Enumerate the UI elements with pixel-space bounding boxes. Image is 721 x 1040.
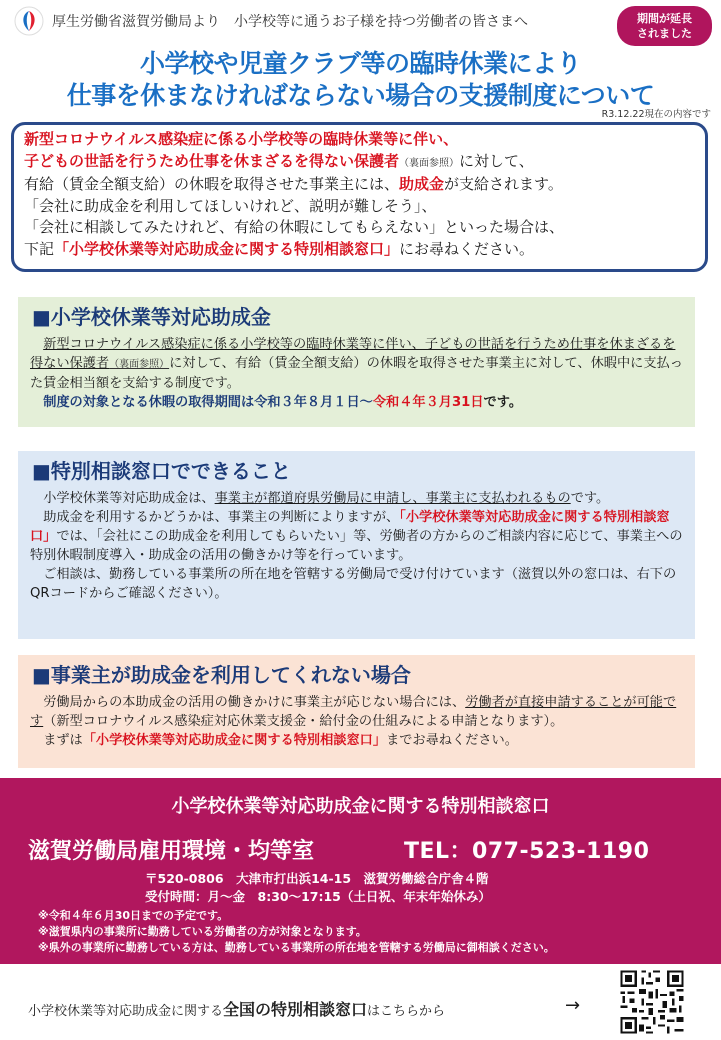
intro-box — [11, 122, 708, 272]
s2-para3 — [30, 565, 683, 603]
s2-p3: ご相談は、勤務している事業所の所在地を管轄する労働局で受け付けています（滋賀以外の窓口は、右下のQRコードからご確認ください）。 — [30, 567, 677, 601]
intro-line6-start: 下記 — [24, 239, 55, 258]
contact-panel — [0, 778, 721, 964]
extension-badge — [617, 6, 712, 46]
intro-line1: 新型コロナウイルス感染症に係る小学校等の臨時休業等に伴い、 — [24, 130, 459, 148]
contact-heading: 小学校休業等対応助成金に関する特別相談窓口 — [171, 796, 550, 817]
as-of-date: R3.12.22現在の内容です — [601, 109, 711, 120]
footer-text-c: はこちらから — [367, 1004, 446, 1019]
page-title-line2: 仕事を休まなければならない場合の支援制度について — [66, 81, 655, 110]
s3-p2-a: まずは — [43, 733, 83, 748]
section-employer-refuses-heading: ■事業主が助成金を利用してくれない場合 — [32, 663, 411, 687]
qr-code-icon[interactable] — [618, 968, 686, 1036]
mhlw-logo-icon — [14, 6, 44, 36]
s3-para2 — [30, 731, 683, 750]
contact-note-1: ※令和４年６月30日までの予定です。 — [38, 909, 229, 922]
section-consultation — [18, 451, 695, 639]
intro-line5: 「会社に相談してみたけれど、有給の休暇にしてもらえない」といった場合は、 — [24, 218, 565, 236]
s2-p2-window-name: 「小学校休業等対応助成金に関する特別相談窓口」 — [30, 510, 670, 544]
contact-phone[interactable]: TEL：077-523-1190 — [404, 839, 650, 864]
intro-subsidy-word: 助成金 — [399, 175, 445, 193]
s1-text-c: に対して、 — [169, 356, 235, 371]
s3-para1 — [30, 693, 683, 731]
s3-p1-b: 労働者が直接申請することが可能です — [30, 695, 677, 729]
footer-text-a: 小学校休業等対応助成金に関する — [28, 1004, 224, 1019]
intro-line3-start: 有給（賃金全額支給）の休暇を取得させた事業主には、 — [24, 175, 400, 193]
footer-national-window-label: 全国の特別相談窓口 — [223, 1000, 368, 1019]
intro-line2-target: 子どもの世話を行うため仕事を休まざるを得ない保護者 — [24, 151, 400, 170]
s1-reverse-ref: （裏面参照） — [109, 359, 170, 370]
intro-line6-end: にお尋ねください。 — [399, 239, 535, 258]
contact-office: 滋賀労働局雇用環境・均等室 — [28, 839, 315, 864]
intro-line2-end: に対して、 — [459, 151, 534, 170]
section-consultation-heading: ■特別相談窓口でできること — [32, 459, 291, 483]
page-title-line1: 小学校や児童クラブ等の臨時休業により — [139, 49, 581, 78]
header-line: 厚生労働省滋賀労働局より 小学校等に通うお子様を持つ労働者の皆さまへ — [52, 14, 528, 30]
contact-note-2: ※滋賀県内の事業所に勤務している労働者の方が対象となります。 — [38, 925, 367, 938]
section-subsidy-body — [30, 335, 683, 393]
s3-p2-window-name: 「小学校休業等対応助成金に関する特別相談窓口」 — [82, 733, 387, 748]
intro-window-name: 「小学校休業等対応助成金に関する特別相談窓口」 — [54, 239, 400, 258]
intro-reverse-ref: （裏面参照） — [399, 157, 460, 169]
s1-text-d: 有給（賃金全額支給）の休暇を取得させた事業主に対して、休暇中に支払った賃金相当額を支給する制度です。 — [30, 356, 683, 391]
contact-note-3: ※県外の事業所に勤務している方は、勤務している事業所の所在地を管轄する労働局に御相談ください。 — [38, 941, 555, 954]
s2-p1-a: 小学校休業等対応助成金は、 — [43, 491, 215, 506]
s1-period-a: 制度の対象となる休暇の取得期間は令和３年８月１日～ — [43, 395, 373, 410]
badge-line1: 期間が延長 — [637, 12, 692, 25]
s1-period-c: です。 — [483, 395, 523, 410]
s1-text-b: 仕事を休まざるを得ない保護者 — [30, 337, 676, 371]
badge-line2: されました — [637, 27, 692, 40]
s1-text-a: 新型コロナウイルス感染症に係る小学校等の臨時休業等に伴い、子どもの世話を行うため — [43, 337, 570, 352]
s2-p1-c: です。 — [570, 491, 610, 506]
arrow-right-icon: → — [565, 995, 581, 1016]
s3-p2-c: までお尋ねください。 — [386, 733, 518, 748]
intro-line3-end: が支給されます。 — [444, 175, 563, 193]
s2-p1-b: 事業主が都道府県労働局に申請し、事業主に支払われるもの — [214, 491, 571, 506]
section-subsidy-heading: ■小学校休業等対応助成金 — [32, 305, 271, 329]
section-subsidy — [18, 297, 695, 427]
s3-p1-a: 労働局からの本助成金の活用の働きかけに事業主が応じない場合には、 — [43, 695, 466, 710]
footer-national-window — [28, 997, 445, 1020]
section-employer-refuses — [18, 655, 695, 768]
s2-para2 — [30, 508, 683, 565]
s2-p2-a: 助成金を利用するかどうかは、事業主の判断によりますが、 — [43, 510, 400, 525]
s3-p1-c: （新型コロナウイルス感染症対応休業支援金・給付金の仕組みによる申請となります）。 — [43, 714, 564, 729]
section-subsidy-period — [30, 393, 683, 412]
s2-para1 — [30, 489, 683, 508]
contact-address: 〒520-0806 大津市打出浜14-15 滋賀労働総合庁舎４階 — [145, 871, 489, 886]
s1-period-end-date: 令和４年３月31日 — [372, 395, 484, 410]
intro-line4: 「会社に助成金を利用してほしいけれど、説明が難しそう」、 — [24, 196, 437, 215]
s2-p2-c: では、「会社にこの助成金を利用してもらいたい」等、労働者の方からのご相談内容に応じて、事業主への特別休暇制度導入・助成金の活用の働きかけ等を行っています。 — [30, 529, 683, 563]
contact-hours: 受付時間：月～金 8:30～17:15（土日祝、年末年始休み） — [145, 889, 491, 904]
